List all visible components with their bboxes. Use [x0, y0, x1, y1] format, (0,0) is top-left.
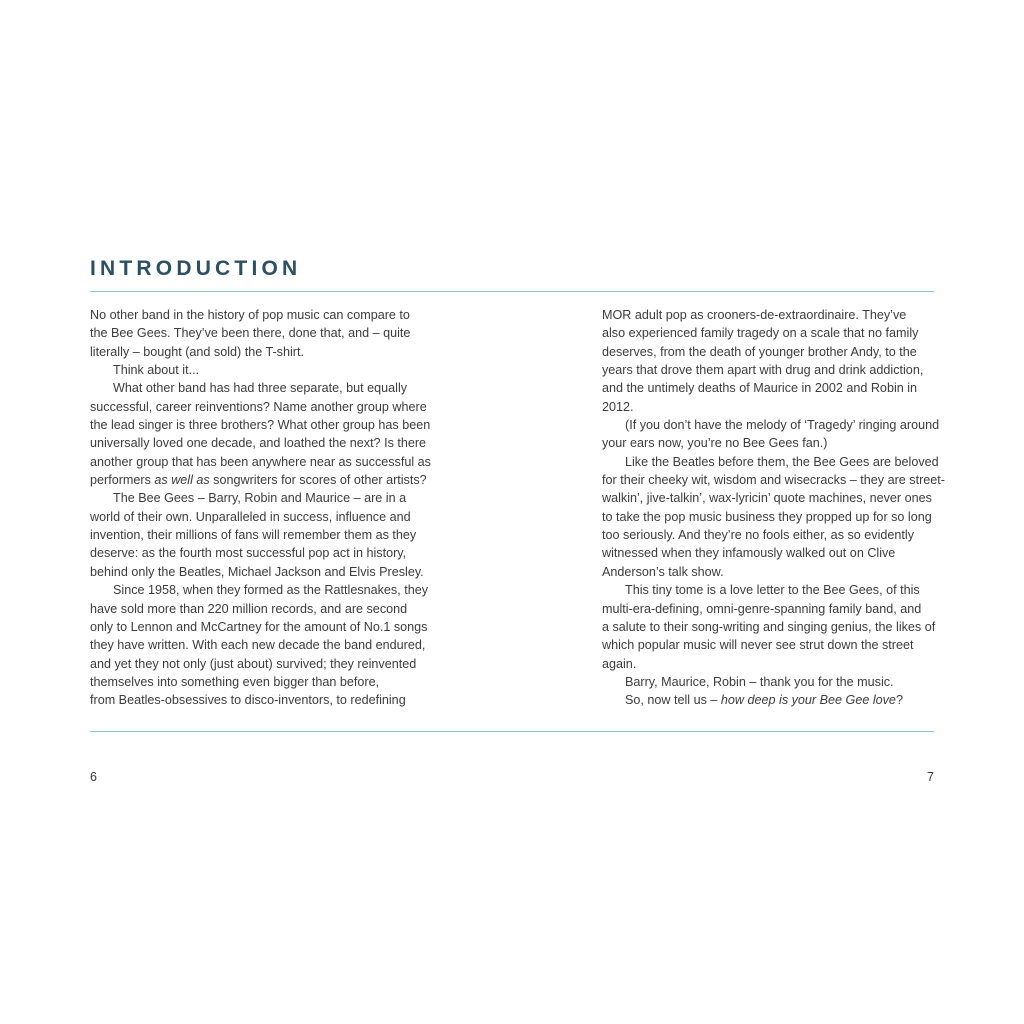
- text-line: Anderson’s talk show.: [602, 564, 724, 579]
- text-line: too seriously. And they’re no fools either, as so evidently: [602, 528, 914, 543]
- footer-rule: [90, 731, 934, 732]
- text-line: another group that has been anywhere near as successful as: [90, 454, 431, 469]
- text-line: and the untimely deaths of Maurice in 2002 and Robin in: [602, 381, 918, 396]
- text-line: This tiny tome is a love letter to the Bee Gees, of this: [625, 583, 920, 598]
- text-line: your ears now, you’re no Bee Gees fan.): [602, 436, 828, 451]
- text-line: for their cheeky wit, wisdom and wisecracks – they are street-: [602, 473, 945, 488]
- text-line: have sold more than 220 million records, and are second: [90, 601, 408, 616]
- italic-phrase: as well as: [154, 473, 210, 488]
- text-line: literally – bought (and sold) the T-shirt.: [90, 344, 304, 359]
- text-line: walkin’, jive-talkin’, wax-lyricin’ quote machines, never ones: [602, 491, 932, 506]
- text-line: 2012.: [602, 399, 634, 414]
- page-number-right: 7: [927, 770, 934, 784]
- text-line: a salute to their song-writing and singing genius, the likes of: [602, 619, 936, 634]
- text-line: What other band has had three separate, but equally: [113, 381, 408, 396]
- text-line: deserve: as the fourth most successful pop act in history,: [90, 546, 407, 561]
- text-line: behind only the Beatles, Michael Jackson and Elvis Presley.: [90, 564, 424, 579]
- text-line: from Beatles-obsessives to disco-inventors, to redefining: [90, 693, 406, 708]
- text-line: invention, their millions of fans will remember them as they: [90, 528, 417, 543]
- text-line: multi-era-defining, omni-genre-spanning family band, and: [602, 601, 922, 616]
- text-line: Like the Beatles before them, the Bee Gees are beloved: [625, 454, 939, 469]
- text-run: songwriters for scores of other artists?: [209, 473, 427, 488]
- text-line: again.: [602, 656, 637, 671]
- page-number-left: 6: [90, 770, 97, 784]
- text-line: only to Lennon and McCartney for the amount of No.1 songs: [90, 619, 428, 634]
- text-line: the lead singer is three brothers? What other group has been: [90, 418, 431, 433]
- text-line: MOR adult pop as crooners-de-extraordinaire. They’ve: [602, 308, 907, 322]
- text-line: world of their own. Unparalleled in success, influence and: [90, 509, 411, 524]
- text-line: (If you don’t have the melody of ‘Tragedy’ ringing around: [625, 418, 940, 433]
- text-run: performers: [90, 473, 155, 488]
- right-column: [602, 306, 945, 710]
- text-line: [90, 471, 425, 489]
- text-line: to take the pop music business they propped up for so long: [602, 509, 932, 524]
- italic-phrase: how deep is your Bee Gee love: [720, 693, 896, 708]
- text-run: So, now tell us –: [625, 693, 721, 708]
- text-line: Since 1958, when they formed as the Rattlesnakes, they: [113, 583, 429, 598]
- text-run: ?: [895, 693, 903, 708]
- text-line: deserves, from the death of younger brother Andy, to the: [602, 344, 917, 359]
- left-column: [90, 306, 431, 710]
- text-line: which popular music will never see strut down the street: [602, 638, 914, 653]
- text-line: [602, 691, 937, 709]
- text-line: also experienced family tragedy on a scale that no family: [602, 326, 919, 341]
- text-line: they have written. With each new decade the band endured,: [90, 638, 426, 653]
- text-line: years that drove them apart with drug and drink addiction,: [602, 363, 924, 378]
- text-line: themselves into something even bigger than before,: [90, 674, 380, 689]
- text-line: successful, career reinventions? Name another group where: [90, 399, 427, 414]
- text-line: The Bee Gees – Barry, Robin and Maurice – are in a: [113, 491, 407, 506]
- text-line: universally loved one decade, and loathed the next? Is there: [90, 436, 427, 451]
- text-line: No other band in the history of pop music can compare to: [90, 308, 410, 322]
- chapter-heading: INTRODUCTION: [90, 257, 302, 280]
- text-line: witnessed when they infamously walked out on Clive: [602, 546, 896, 561]
- text-line: the Bee Gees. They’ve been there, done that, and – quite: [90, 326, 411, 341]
- text-line: and yet they not only (just about) survived; they reinvented: [90, 656, 417, 671]
- text-line: Think about it...: [113, 363, 200, 378]
- heading-rule: [90, 291, 934, 292]
- text-line: Barry, Maurice, Robin – thank you for the music.: [625, 674, 894, 689]
